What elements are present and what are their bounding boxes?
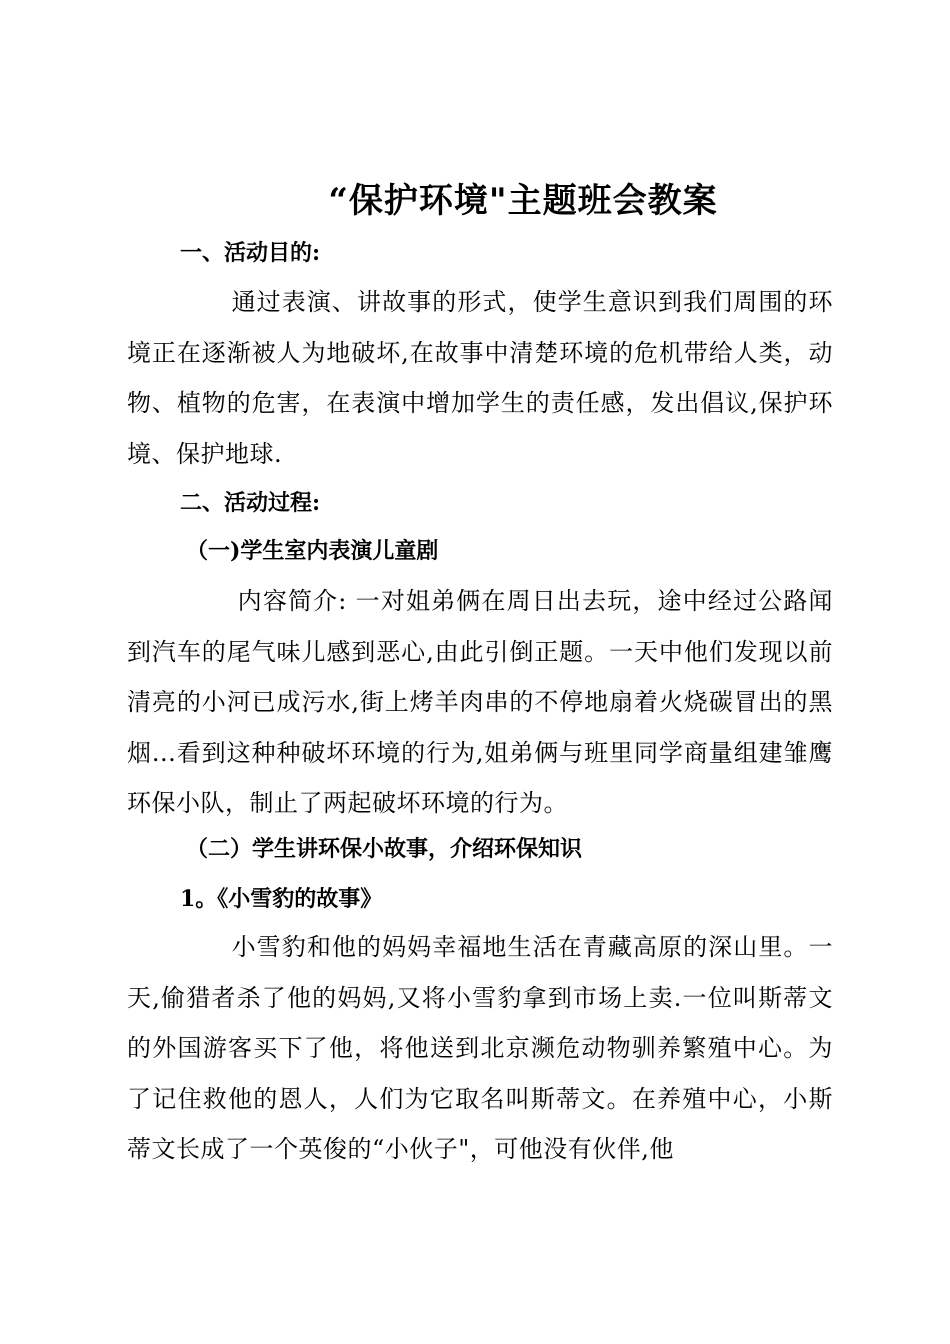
section-heading-process: 二、活动过程: bbox=[180, 490, 321, 516]
paragraph-play-summary bbox=[127, 576, 833, 829]
document-title: “保护环境"主题班会教案 bbox=[328, 181, 718, 221]
paragraph-purpose-text: 通过表演、讲故事的形式，使学生意识到我们周围的环境正在逐渐被人为地破坏,在故事中清楚环境的危机带给人类，动物、植物的危害，在表演中增加学生的责任感，发出倡议,保护环境、保护地球. bbox=[127, 288, 833, 468]
subsection-heading-stories: （二）学生讲环保小故事，介绍环保知识 bbox=[186, 836, 583, 862]
paragraph-play-summary-text: 内容简介: 一对姐弟俩在周日出去玩，途中经过公路闻到汽车的尾气味儿感到恶心,由此引倒正题。一天中他们发现以前清亮的小河已成污水,街上烤羊肉串的不停地扇着火烧碳冒出的黑烟...看到这种种破坏环境的行为,姐弟俩与班里同学商量组建雏鹰环保小队，制止了两起破坏环境的行为。 bbox=[127, 587, 833, 817]
section-heading-purpose: 一、活动目的: bbox=[180, 240, 321, 266]
paragraph-purpose bbox=[127, 277, 833, 479]
paragraph-snow-leopard-story-text: 小雪豹和他的妈妈幸福地生活在青藏高原的深山里。一天,偷猎者杀了他的妈妈,又将小雪豹拿到市场上卖.一位叫斯蒂文的外国游客买下了他，将他送到北京濒危动物驯养繁殖中心。为了记住救他的恩人，人们为它取名叫斯蒂文。在养殖中心，小斯蒂文长成了一个英俊的“小伙子"，可他没有伙伴,他 bbox=[127, 933, 833, 1163]
paragraph-snow-leopard-story bbox=[127, 922, 833, 1175]
subsection-heading-play: （一)学生室内表演儿童剧 bbox=[186, 538, 439, 564]
story-heading-snow-leopard: 1。《小雪豹的故事》 bbox=[180, 886, 383, 912]
